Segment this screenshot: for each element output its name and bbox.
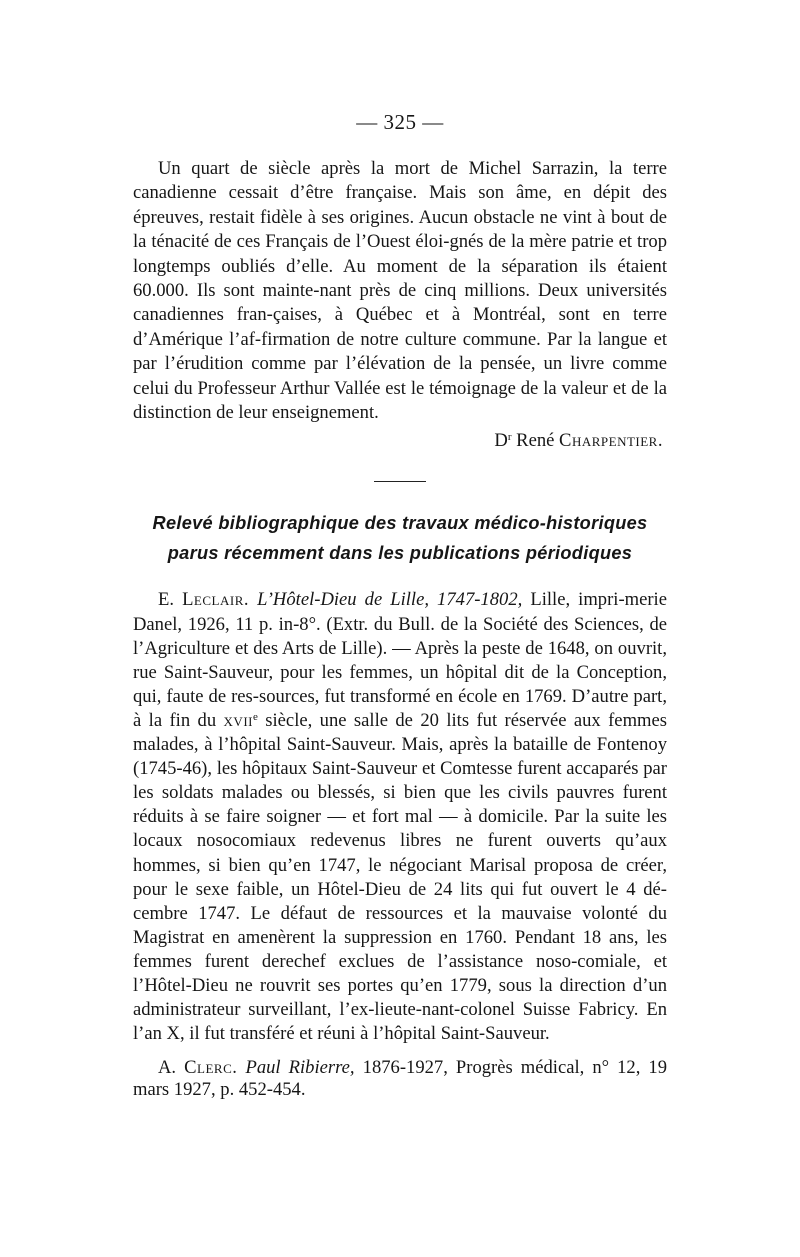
intro-paragraph: Un quart de siècle après la mort de Michel Sarrazin, la terre canadienne cessait d’être française. Mais son âme, en dépit des épreuves, restait fidèle à ses origines. Aucun obstacle ne vint à bout de la ténacité de ces Français de l’Ouest éloi-gnés de la mère patrie et trop longtemps oubliés d’elle. Au moment de la séparation ils étaient 60.000. Ils sont mainte-nant près de cinq millions. Deux universités canadiennes fran-çaises, à Québec et à Montréal, sont en terre d’Amérique l’af-firmation de notre culture commune. Par la langue et par l’érudition comme par l’élévation de la pensée, un livre comme celui du Professeur Arthur Vallée est le témoignage de la valeur et de la distinction de leur enseignement. (133, 158, 667, 424)
document-page (133, 110, 667, 1101)
reference-title: Paul Ribierre, (245, 1057, 355, 1079)
reference-title: L’Hôtel-Dieu de Lille, 1747-1802, (257, 589, 523, 611)
signature-title: D (494, 430, 508, 452)
signature-title-sup: r (507, 431, 512, 444)
author-signature (133, 429, 667, 453)
reference-body: 1876-1927, Progrès médical, n° 12, 19 mars 1927, p. 452-454. (133, 1057, 667, 1101)
reference-entry (133, 1057, 667, 1101)
page-number: — 325 — (356, 110, 444, 134)
reference-body: Lille, impri-merie Danel, 1926, 11 p. in-8°. (Extr. du Bull. de la Société des Sciences, de l’Agriculture et des Arts de Lille). — Après la peste de 1648, on ouvrit, rue Saint-Sauveur, pour les femmes, un hôpital dit de la Conception, qui, faute de res-sources, fut transformé en école en 1769. D’autre part, à la fin du (133, 589, 667, 731)
section-divider (374, 481, 426, 482)
reference-century-sup: e (252, 710, 258, 723)
reference-body-continued: siècle, une salle de 20 lits fut réservée aux femmes malades, à l’hôpital Saint-Sauveur. Mais, après la bataille de Fontenoy (1745-46), les hôpitaux Saint-Sauveur et Comtesse furent accaparés par les soldats malades ou blessés, si bien que les civils pauvres furent réduits à se faire soigner — et fort mal — à domicile. Par la suite les locaux nosocomiaux redevenus libres ne furent ouverts qu’aux hommes, si bien qu’en 1747, le négociant Marisal proposa de créer, pour le sexe faible, un Hôtel-Dieu de 24 lits qui fut ouvert le 4 dé-cembre 1747. Le défaut de ressources et la mauvaise volonté du Magistrat en amenèrent la suppression en 1760. Pendant 18 ans, les femmes furent derechef exclues de l’assistance noso-comiale, et l’Hôtel-Dieu ne rouvrit ses portes qu’en 1779, sous la direction d’un administrateur surveillant, l’ex-lieute-nant-colonel Suisse Fabricy. En l’an X, il fut transféré et réuni à l’hôpital Saint-Sauveur. (133, 709, 667, 1045)
signature-last-name: Charpentier. (559, 430, 663, 452)
reference-author: Leclair. (182, 589, 250, 611)
section-heading-line-2: parus récemment dans les publications périodiques (167, 543, 633, 564)
section-heading (133, 508, 667, 568)
reference-author-initial: A. (158, 1057, 177, 1079)
section-heading-line-1: Relevé bibliographique des travaux médico-historiques (152, 513, 648, 534)
reference-author: Clerc. (184, 1057, 238, 1079)
reference-century: xvii (223, 709, 253, 731)
reference-author-initial: E. (158, 589, 175, 611)
signature-first-name: René (516, 430, 555, 452)
reference-entry (133, 588, 667, 1046)
